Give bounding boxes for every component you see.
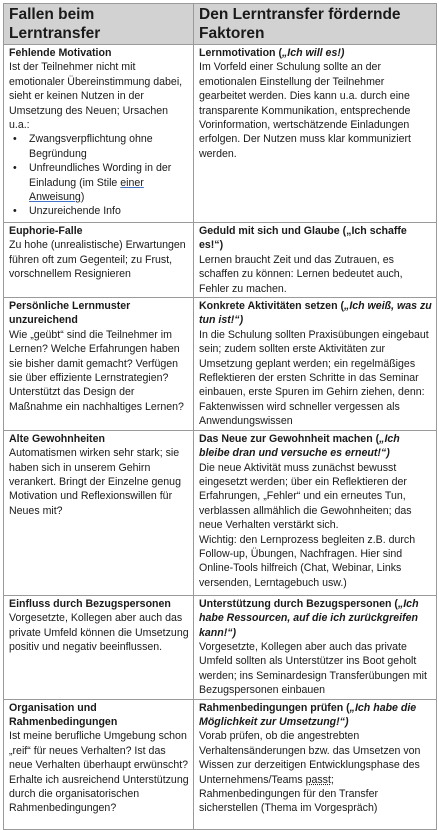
transfer-table	[3, 3, 437, 830]
factor-cell	[194, 223, 437, 298]
factor-title	[199, 432, 432, 461]
factor-title	[199, 299, 432, 328]
factor-body: In die Schulung sollten Praxisübungen eingebaut sein; zudem sollten erste Aktivitäten zur Umsetzung geplant werden; ein regelmäßiges Reflektieren der ersten Schritte in das Seminar einbauen, erste Spuren im Gehirn ziehen, denn: Faktenwissen wird schneller vergessen als Anwendungswissen	[199, 328, 429, 428]
factor-body-text: Vorab prüfen, ob die angestrebten Verhaltensänderungen bzw. das Umsetzen von Wissen zur derzeitigen Entwicklungsphase des Unternehmens/Teams	[199, 730, 421, 786]
table-row	[4, 223, 437, 298]
list-item: • Unzureichende Info	[29, 204, 189, 218]
pitfall-title: Fehlende Motivation	[9, 47, 112, 59]
pitfall-body: Wie „geübt“ sind die Teilnehmer im Lernen? Welche Erfahrungen haben sie bisher damit gemacht? Verfügen sie über effiziente Lernstrategien? Unterstützt das Design der Maßnahme ein nachhaltiges Lernen?	[9, 328, 184, 413]
table-row	[4, 699, 437, 829]
factor-title-text: Lernmotivation (	[199, 47, 282, 59]
factor-cell	[194, 699, 437, 829]
pitfall-title: Alte Gewohnheiten	[9, 432, 105, 445]
factor-body: Im Vorfeld einer Schulung sollte an der emotionalen Einstellung der Teilnehmer gearbeitet werden. Dies kann u.a. durch eine transparente Kommunikation, entsprechende Vorinformation, wertschätzende Einladungen erfolgen. Der Nutzen muss klar kommuniziert werden.	[199, 61, 411, 160]
table-row	[4, 595, 437, 699]
factor-title-quote: „Ich bleibe dran und versuche es erneut!“)	[199, 432, 400, 460]
transfer-table-container	[3, 3, 436, 830]
factor-title-text: Das Neue zur Gewohnheit machen (	[199, 432, 380, 445]
factor-title	[199, 597, 432, 640]
factor-body: Lernen braucht Zeit und das Zutrauen, es schaffen zu können: Lernen bedeutet auch, Fehler zu machen.	[199, 253, 403, 295]
pitfall-title: Organisation und Rahmenbedingungen	[9, 701, 118, 728]
factor-cell	[194, 298, 437, 431]
header-pitfalls: Fallen beim Lerntransfer	[4, 4, 194, 45]
underlined-text: einer Anweisung	[29, 176, 144, 204]
pitfall-body: Zu hohe (unrealistische) Erwartungen führen oft zum Gegenteil; zu Frust, vorschnellem Resignieren	[9, 239, 186, 281]
list-item: • Zwangsverpflichtung ohne Begründung	[29, 132, 189, 161]
pitfall-title: Persönliche Lernmuster unzureichend	[9, 300, 131, 327]
pitfall-cell	[4, 430, 194, 595]
underlined-text: passt	[305, 773, 331, 786]
pitfall-body: Ist der Teilnehmer nicht mit emotionaler Übereinstimmung dabei, sieht er keinen Nutzen in der Umsetzung des Neuen; Ursachen u.a.:	[9, 61, 183, 132]
pitfall-cell	[4, 699, 194, 829]
factor-title	[199, 46, 432, 60]
factor-cell	[194, 45, 437, 223]
factor-title-text: Rahmenbedingungen prüfen (	[199, 701, 350, 714]
table-header-row	[4, 4, 437, 45]
factor-body: Vorgesetzte, Kollegen aber auch das private Umfeld sollten als Unterstützer ins Boot geholt werden; ins Seminardesign Transferübungen mit Bezugspersonen einbauen	[199, 640, 427, 697]
list-item	[29, 161, 189, 204]
factor-title-quote: „Ich habe die Möglichkeit zur Umsetzung!“)	[199, 701, 417, 728]
table-row	[4, 45, 437, 223]
factor-title: Geduld mit sich und Glaube („Ich schaffe es!“)	[199, 225, 407, 252]
factor-body	[199, 729, 432, 815]
pitfall-cell	[4, 298, 194, 431]
pitfall-body: Vorgesetzte, Kollegen aber auch das private Umfeld können die Umsetzung positiv und negativ beeinflussen.	[9, 612, 189, 653]
factor-title-quote: „Ich will es!)	[282, 47, 345, 59]
table-row	[4, 430, 437, 595]
list-item-tail: )	[80, 191, 85, 204]
factor-body-text-end: ; Rahmenbedingungen für den Transfer sicherstellen (Thema im Vorgespräch)	[199, 773, 379, 815]
header-factors: Den Lerntransfer fördernde Faktoren	[194, 4, 437, 45]
factor-title	[199, 701, 432, 730]
pitfall-cell	[4, 595, 194, 699]
table-row	[4, 298, 437, 431]
pitfall-cell	[4, 223, 194, 298]
factor-cell	[194, 595, 437, 699]
factor-cell	[194, 430, 437, 595]
pitfall-body: Ist meine berufliche Umgebung schon „reif“ für neues Verhalten? Ist das neue Verhalten überhaupt erwünscht? Erhalte ich ausreichend Unterstützung durch die organisatorischen Rahmenbedingungen?	[9, 730, 189, 815]
factor-title-quote: „Ich habe Ressourcen, auf die ich zurückgreifen kann!“)	[199, 597, 419, 639]
factor-title-quote: „Ich weiß, was zu tun ist!“)	[199, 300, 432, 327]
pitfall-bullet-list	[9, 132, 189, 218]
pitfall-title: Euphorie-Falle	[9, 225, 83, 237]
factor-body: Die neue Aktivität muss zunächst bewusst eingesetzt werden; über ein Reflektieren der Erfahrungen, „Fehler“ und ein erneutes Tun, verblassen allmählich die Gewohnheiten; das neue Verhalten verstärkt sich.	[199, 461, 412, 532]
factor-title-text: Konkrete Aktivitäten setzen (	[199, 300, 345, 313]
pitfall-cell	[4, 45, 194, 223]
list-item-text: Unfreundliches Wording in der Einladung (im Stile	[29, 162, 172, 189]
pitfall-title: Einfluss durch Bezugspersonen	[9, 597, 171, 610]
pitfall-body: Automatismen wirken sehr stark; sie haben sich in unserem Gehirn verankert. Bringt der Einzelne genug Motivation und Reflexionswillen für Neues mit?	[9, 447, 181, 517]
factor-title-text: Unterstützung durch Bezugspersonen (	[199, 597, 398, 610]
factor-body-note: Wichtig: den Lernprozess begleiten z.B. durch Follow-up, Übungen, Nachfragen. Hier sind Online-Tools hilfreich (Chat, Webinar, Links versenden, Lerntagebuch usw.)	[199, 533, 416, 589]
